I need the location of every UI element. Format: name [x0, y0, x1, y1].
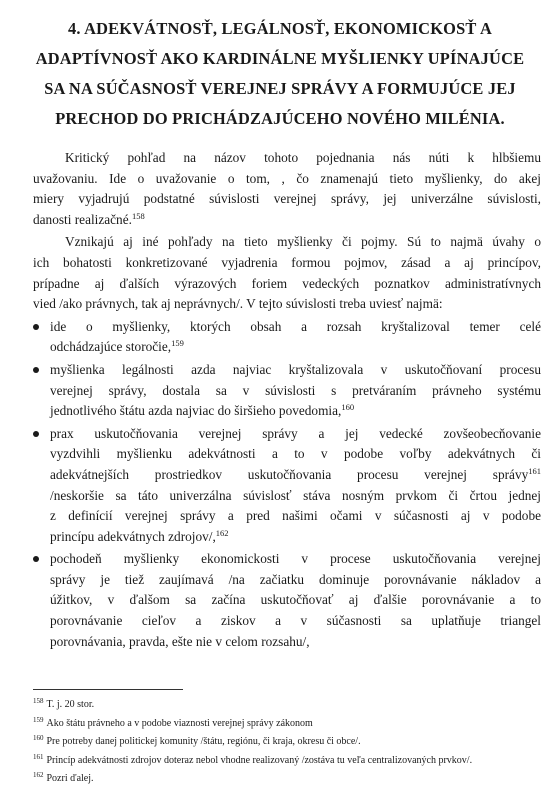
text-line: pochodeň myšlienky ekonomickosti v procese uskutočňovania verejnej — [50, 551, 541, 567]
text-line: /neskoršie sa táto univerzálna súvislosť stáva nosným prvkom či črtou jednej — [50, 487, 541, 503]
footnote-number: 161 — [33, 752, 44, 761]
paragraph-intro — [33, 148, 541, 230]
text-line: miery vyjadrujú podstatné súvislosti verejnej správy, jej univerzálne súvislosti, — [33, 191, 541, 207]
text-line: porovnávania, pravda, ešte nie v celom rozsahu/, — [50, 633, 310, 649]
footnote-text: Pre potreby danej politickej komunity /štátu, regiónu, či kraja, okresu či obce/. — [46, 736, 361, 747]
text-fragment: odchádzajúce storočie, — [50, 339, 172, 355]
footnote — [33, 696, 541, 715]
footnote-text: Pozri ďalej. — [46, 773, 94, 784]
text-line: prax uskutočňovania verejnej správy a jej vedecké zovšeobecňovanie — [50, 425, 541, 441]
footnote-ref: 158 — [131, 210, 145, 221]
bullet-item — [33, 360, 541, 422]
text-line: verejnej správy, dostala sa v súvislosti s pretváraním právneho systému — [50, 382, 541, 398]
chapter-heading — [22, 14, 538, 134]
text-line: správy je tiež zaujímavá /na začiatku dominuje porovnávanie nákladov a — [50, 571, 541, 587]
text-line: vyzdvihli myšlienku adekvátnosti a to v podobe voľby adekvátnych či — [50, 446, 541, 462]
bullet-item — [33, 549, 541, 652]
footnote-text: T. j. 20 stor. — [46, 699, 95, 710]
bullet-list — [33, 317, 541, 653]
footnote-text: Ako štátu právneho a v podobe viaznosti verejnej správy zákonom — [46, 717, 313, 729]
text-fragment: princípu adekvátnych zdrojov/, — [50, 528, 216, 544]
text-line: porovnávanie cieľov a ziskov a v súčasnosti sa uplatňuje triangel — [50, 613, 541, 629]
text-fragment: adekvátnejších prostriedkov uskutočňovania procesu verejnej správy — [50, 466, 529, 482]
footnote — [33, 733, 541, 752]
text-line: ich bohatosti konkretizované vyjadrenia formou pojmov, zásad a aj princípov, — [33, 254, 541, 270]
text-line: Vznikajú aj iné pohľady na tieto myšlienky či pojmy. Sú to najmä úvahy o — [65, 234, 541, 250]
text-line: prípadne aj ďalších výrazových foriem vedeckých poznatkov administratívnych — [33, 275, 541, 291]
footnote-ref: 161 — [528, 465, 541, 476]
footnote-text: Princíp adekvátnosti zdrojov doteraz nebol vhodne realizovaný /zostáva tu veľa centralizovaných prvkov/. — [46, 754, 473, 766]
footnote-separator — [33, 689, 183, 690]
text-line — [33, 210, 541, 231]
footnote — [33, 715, 541, 734]
paragraph-views — [33, 232, 541, 314]
heading-line: 4. ADEKVÁTNOSŤ, LEGÁLNOSŤ, EKONOMICKOSŤ A — [68, 19, 492, 38]
text-line — [50, 527, 541, 548]
footnote-number: 160 — [33, 734, 44, 742]
bullet-dot-icon — [33, 431, 39, 437]
footnote-ref: 159 — [171, 338, 184, 349]
footnotes — [33, 696, 541, 789]
footnote-ref: 162 — [215, 527, 229, 538]
text-line — [50, 337, 541, 358]
bullet-item — [33, 317, 541, 358]
text-line: ide o myšlienky, ktorých obsah a rozsah kryštalizoval temer celé — [50, 318, 541, 334]
bullet-dot-icon — [33, 556, 39, 562]
text-line: myšlienka legálnosti azda najviac kryštalizovala v uskutočňovaní procesu — [50, 361, 541, 377]
footnote-number: 162 — [33, 771, 44, 779]
text-line: z definícií verejnej správy a pred našimi očami v súčasnosti aj v podobe — [50, 508, 541, 524]
text-line — [50, 401, 541, 422]
text-fragment: jednotlivého štátu azda najviac do širšieho povedomia, — [50, 403, 342, 419]
body-text — [33, 148, 541, 652]
text-line: Kritický pohľad na názov tohoto pojednania nás núti k hlbšiemu — [65, 150, 541, 165]
footnote-number: 159 — [33, 715, 44, 724]
bullet-dot-icon — [33, 324, 39, 330]
footnote-ref: 160 — [341, 402, 355, 413]
heading-line: PRECHOD DO PRICHÁDZAJÚCEHO NOVÉHO MILÉNIA. — [55, 109, 505, 128]
text-line: úžitkov, v ďalšom sa začína uskutočňovať aj ďalšie porovnávanie a to — [50, 592, 541, 608]
footnote-number: 158 — [33, 697, 44, 705]
heading-line: ADAPTÍVNOSŤ AKO KARDINÁLNE MYŠLIENKY UPÍNAJÚCE — [35, 49, 525, 68]
text-fragment: danosti realizačné. — [33, 211, 132, 227]
footnote — [33, 752, 541, 771]
bullet-dot-icon — [33, 367, 39, 373]
bullet-item — [33, 424, 541, 548]
text-line — [50, 465, 541, 486]
heading-line: SA NA SÚČASNOSŤ VEREJNEJ SPRÁVY A FORMUJÚCE JEJ — [44, 79, 516, 98]
text-line: uvažovaniu. Ide o uvažovanie o tom, , čo znamenajú tieto myšlienky, do akej — [33, 170, 541, 186]
text-line: vied /ako právnych, tak aj neprávnych/. V tejto súvislosti treba uviesť najmä: — [33, 296, 443, 312]
footnote — [33, 770, 541, 789]
